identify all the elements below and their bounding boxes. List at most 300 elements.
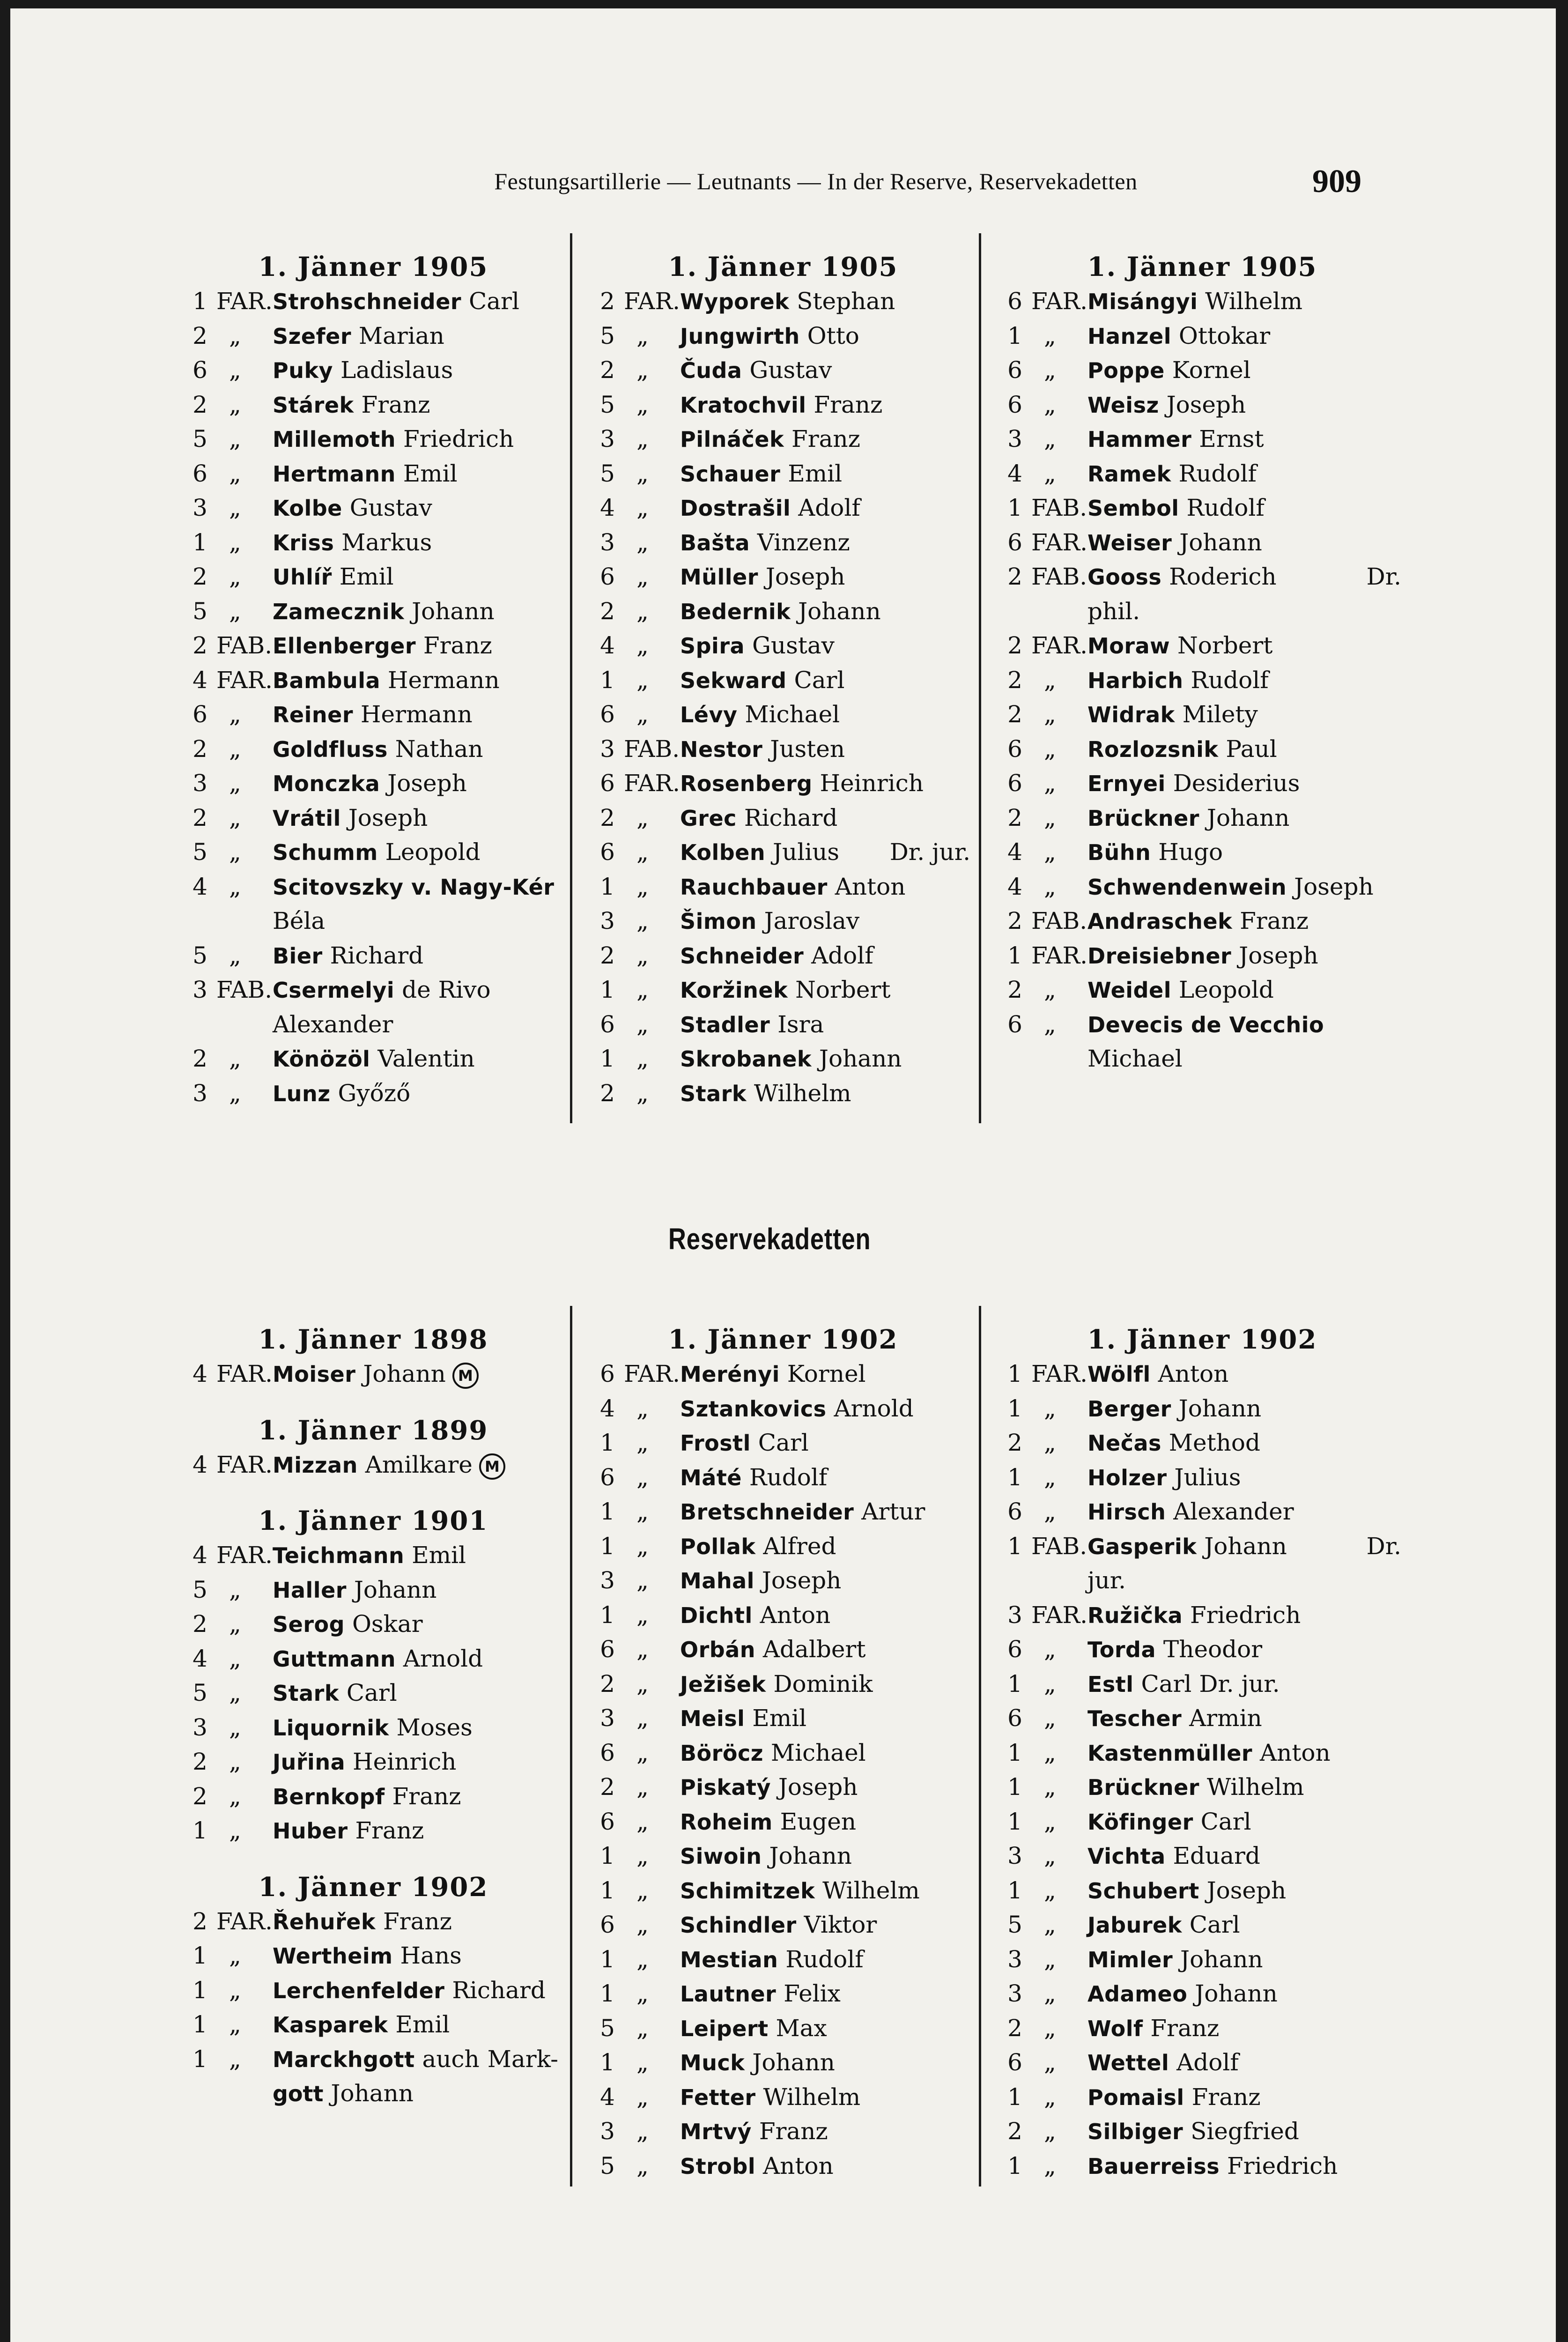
unit: „ bbox=[636, 322, 649, 349]
surname: Dichtl bbox=[680, 1602, 753, 1628]
cadets-column-1 bbox=[188, 1322, 558, 2111]
officer-entry bbox=[596, 594, 970, 629]
unit: „ bbox=[636, 838, 649, 866]
unit: „ bbox=[636, 804, 649, 831]
surname: Szefer bbox=[273, 323, 351, 349]
surname: Wölfl bbox=[1087, 1362, 1151, 1387]
surname: Strobl bbox=[680, 2153, 756, 2179]
officer-entry bbox=[1003, 1942, 1401, 1977]
unit: „ bbox=[229, 460, 241, 487]
officer-name: Goldfluss Nathan bbox=[273, 735, 483, 763]
regiment-number: 3 bbox=[600, 907, 615, 934]
officer-name: Bernkopf Franz bbox=[273, 1782, 461, 1810]
officer-name: Hammer Ernst bbox=[1087, 425, 1264, 452]
surname: Lerchenfelder bbox=[273, 1978, 445, 2003]
unit: „ bbox=[636, 941, 649, 969]
officer-entry bbox=[596, 388, 970, 422]
date-heading: 1. Jänner 1902 bbox=[668, 1324, 898, 1355]
regiment-number: 1 bbox=[192, 2045, 207, 2073]
regiment-number: 6 bbox=[1007, 288, 1022, 315]
officer-entry bbox=[1003, 1529, 1401, 1564]
surname: Fetter bbox=[680, 2084, 756, 2110]
unit: FAB. bbox=[1031, 1532, 1087, 1560]
unit: „ bbox=[636, 1773, 649, 1801]
officer-name bbox=[1087, 1008, 1324, 1043]
officer-entry bbox=[188, 319, 558, 354]
surname: Sembol bbox=[1087, 496, 1179, 521]
officer-name: Wertheim Hans bbox=[273, 1942, 462, 1969]
surname: Brückner bbox=[1087, 805, 1199, 831]
officer-name: Estl Carl Dr. jur. bbox=[1087, 1670, 1280, 1697]
officer-name: Pomaisl Franz bbox=[1087, 2083, 1261, 2111]
officer-name: Stark Wilhelm bbox=[680, 1079, 851, 1107]
unit: FAR. bbox=[216, 1360, 273, 1387]
unit: „ bbox=[636, 873, 649, 900]
unit: „ bbox=[229, 1942, 241, 1969]
officer-entry bbox=[1003, 1357, 1401, 1392]
unit: „ bbox=[636, 1842, 649, 1869]
unit: FAB. bbox=[1031, 907, 1087, 934]
surname: Mimler bbox=[1087, 1947, 1173, 1972]
officer-name: Řehuřek Franz bbox=[273, 1907, 452, 1935]
officer-entry bbox=[188, 1711, 558, 1745]
officer-name: Lautner Felix bbox=[680, 1980, 841, 2007]
officer-entry bbox=[596, 1908, 970, 1942]
regiment-number: 4 bbox=[600, 1394, 615, 1422]
surname: Tescher bbox=[1087, 1706, 1182, 1731]
surname: Merényi bbox=[680, 1362, 780, 1387]
unit: „ bbox=[229, 356, 241, 384]
officer-name: Wettel Adolf bbox=[1087, 2049, 1239, 2076]
officer-entry bbox=[188, 939, 558, 973]
officer-entry bbox=[596, 1942, 970, 1977]
unit: „ bbox=[636, 2049, 649, 2076]
regiment-number: 1 bbox=[600, 1980, 615, 2007]
surname: Šimon bbox=[680, 909, 757, 934]
unit: „ bbox=[229, 2011, 241, 2038]
officer-name bbox=[273, 870, 554, 905]
unit: FAB. bbox=[216, 632, 273, 659]
surname: Widrak bbox=[1087, 702, 1175, 727]
officer-name: Ježišek Dominik bbox=[680, 1670, 873, 1697]
officer-entry bbox=[188, 1905, 558, 1939]
surname: Lautner bbox=[680, 1981, 777, 2007]
surname: Devecis de Vecchio bbox=[1087, 1012, 1324, 1038]
cadets-column-3 bbox=[1003, 1322, 1401, 2183]
unit: „ bbox=[636, 1670, 649, 1697]
unit: FAR. bbox=[216, 1907, 273, 1935]
regiment-number: 6 bbox=[600, 838, 615, 866]
regiment-number: 3 bbox=[192, 1079, 207, 1107]
unit: „ bbox=[1044, 2152, 1056, 2179]
officer-name: Kolbe Gustav bbox=[273, 494, 432, 521]
officer-entry bbox=[188, 560, 558, 594]
unit: „ bbox=[229, 1576, 241, 1603]
regiment-number: 1 bbox=[600, 666, 615, 694]
title-suffix: Dr. bbox=[1366, 1532, 1401, 1560]
regiment-number: 4 bbox=[192, 1360, 207, 1387]
officer-name: Ramek Rudolf bbox=[1087, 460, 1257, 487]
officer-name: Tescher Armin bbox=[1087, 1705, 1262, 1732]
merit-mark-icon: M bbox=[452, 1363, 479, 1389]
surname: Csermelyi bbox=[273, 978, 395, 1003]
surname: Stark bbox=[680, 1081, 747, 1106]
officer-name: Dostrašil Adolf bbox=[680, 494, 860, 521]
surname: Lunz bbox=[273, 1081, 331, 1106]
unit: „ bbox=[1044, 1876, 1056, 1904]
officer-entry bbox=[1003, 939, 1401, 973]
officer-entry bbox=[188, 1076, 558, 1111]
officer-name: Ernyei Desiderius bbox=[1087, 770, 1300, 797]
officer-entry bbox=[1003, 1770, 1401, 1805]
officer-entry bbox=[188, 457, 558, 491]
regiment-number: 2 bbox=[192, 1782, 207, 1810]
unit: „ bbox=[636, 1601, 649, 1629]
officer-name: Schindler Viktor bbox=[680, 1911, 877, 1938]
entry-continuation-text: jur. bbox=[1087, 1567, 1126, 1594]
officer-name: Lerchenfelder Richard bbox=[273, 1976, 546, 2004]
surname: Puky bbox=[273, 358, 333, 383]
officer-entry bbox=[1003, 870, 1401, 904]
officer-name: Bühn Hugo bbox=[1087, 838, 1223, 866]
regiment-number: 2 bbox=[1007, 701, 1022, 728]
regiment-number: 1 bbox=[192, 1976, 207, 2004]
unit: „ bbox=[636, 1876, 649, 1904]
officer-entry bbox=[596, 1426, 970, 1460]
unit: „ bbox=[229, 1645, 241, 1672]
officer-name: Monczka Joseph bbox=[273, 770, 467, 797]
officer-entry bbox=[188, 284, 558, 319]
unit: FAB. bbox=[624, 735, 680, 763]
regiment-number: 2 bbox=[192, 391, 207, 418]
page-header bbox=[10, 163, 1556, 205]
officer-entry bbox=[596, 1495, 970, 1529]
regiment-number: 6 bbox=[600, 1010, 615, 1038]
regiment-number: 4 bbox=[192, 1645, 207, 1672]
regiment-number: 6 bbox=[1007, 391, 1022, 418]
regiment-number: 4 bbox=[192, 666, 207, 694]
regiment-number: 4 bbox=[600, 494, 615, 521]
unit: „ bbox=[229, 2045, 241, 2073]
regiment-number: 4 bbox=[192, 1451, 207, 1478]
unit: „ bbox=[1044, 1463, 1056, 1491]
officer-entry bbox=[596, 1460, 970, 1495]
regiment-number: 2 bbox=[192, 1907, 207, 1935]
surname: Pollak bbox=[680, 1534, 756, 1559]
officer-name: Lunz Győző bbox=[273, 1079, 411, 1107]
officer-entry bbox=[188, 1745, 558, 1779]
officer-name: Juřina Heinrich bbox=[273, 1748, 457, 1775]
unit: „ bbox=[229, 1748, 241, 1775]
officer-name: Rosenberg Heinrich bbox=[680, 770, 924, 797]
officer-entry bbox=[1003, 629, 1401, 663]
unit: „ bbox=[1044, 1498, 1056, 1525]
unit: „ bbox=[1044, 873, 1056, 900]
officer-name: Bambula Hermann bbox=[273, 666, 500, 694]
officer-entry bbox=[596, 835, 970, 870]
regiment-number: 6 bbox=[1007, 770, 1022, 797]
unit: „ bbox=[229, 1782, 241, 1810]
officer-entry bbox=[188, 1676, 558, 1711]
unit: „ bbox=[1044, 1911, 1056, 1938]
officer-name: Schubert Joseph bbox=[1087, 1876, 1287, 1904]
officer-entry bbox=[188, 1779, 558, 1814]
regiment-number: 2 bbox=[600, 1670, 615, 1697]
surname: Siwoin bbox=[680, 1844, 762, 1869]
surname: Nečas bbox=[1087, 1430, 1161, 1456]
unit: „ bbox=[636, 1079, 649, 1107]
officer-name: Fetter Wilhelm bbox=[680, 2083, 861, 2111]
officer-entry bbox=[1003, 1632, 1401, 1667]
surname: Brückner bbox=[1087, 1775, 1199, 1800]
surname: Ježišek bbox=[680, 1671, 766, 1697]
regiment-number: 6 bbox=[600, 1808, 615, 1835]
regiment-number: 1 bbox=[600, 1601, 615, 1629]
surname: Sekward bbox=[680, 667, 787, 693]
officer-name: Bretschneider Artur bbox=[680, 1498, 925, 1525]
unit: „ bbox=[1044, 1670, 1056, 1697]
surname: Wyporek bbox=[680, 289, 790, 314]
unit: „ bbox=[636, 1429, 649, 1456]
surname: Stadler bbox=[680, 1012, 770, 1038]
unit: „ bbox=[229, 563, 241, 590]
unit: „ bbox=[636, 1532, 649, 1560]
regiment-number: 4 bbox=[600, 2083, 615, 2111]
unit: FAR. bbox=[216, 1542, 273, 1569]
officer-name: Puky Ladislaus bbox=[273, 356, 453, 384]
officer-name: Leipert Max bbox=[680, 2014, 827, 2042]
officer-name: Brückner Johann bbox=[1087, 804, 1290, 831]
unit: „ bbox=[1044, 1010, 1056, 1038]
regiment-number: 3 bbox=[1007, 1945, 1022, 1973]
officer-entry bbox=[188, 1042, 558, 1076]
officer-name: Misángyi Wilhelm bbox=[1087, 288, 1302, 315]
unit: „ bbox=[1044, 1808, 1056, 1835]
regiment-number: 2 bbox=[192, 632, 207, 659]
unit: „ bbox=[229, 1713, 241, 1741]
unit: „ bbox=[636, 976, 649, 1003]
officer-name: Jungwirth Otto bbox=[680, 322, 859, 349]
officer-name: Mahal Joseph bbox=[680, 1567, 842, 1594]
regiment-number: 1 bbox=[600, 1498, 615, 1525]
officer-name: Weisz Joseph bbox=[1087, 391, 1246, 418]
officer-name: Rauchbauer Anton bbox=[680, 873, 906, 900]
officer-entry bbox=[188, 732, 558, 767]
regiment-number: 1 bbox=[1007, 1808, 1022, 1835]
officer-entry bbox=[596, 2114, 970, 2149]
regiment-number: 2 bbox=[1007, 804, 1022, 831]
surname: Dreisiebner bbox=[1087, 943, 1232, 969]
unit: „ bbox=[1044, 1945, 1056, 1973]
title-suffix: Mark- bbox=[487, 2045, 558, 2073]
unit: „ bbox=[229, 528, 241, 556]
regiment-number: 1 bbox=[1007, 941, 1022, 969]
surname: Jaburek bbox=[1087, 1912, 1182, 1938]
surname: Stark bbox=[273, 1681, 339, 1706]
officer-entry bbox=[188, 1538, 558, 1573]
officer-entry bbox=[1003, 1667, 1401, 1702]
regiment-number: 1 bbox=[1007, 1876, 1022, 1904]
officer-entry bbox=[188, 973, 558, 1008]
surname: Haller bbox=[273, 1577, 347, 1603]
surname: Liquornik bbox=[273, 1715, 389, 1741]
regiment-number: 1 bbox=[1007, 1773, 1022, 1801]
regiment-number: 3 bbox=[1007, 1842, 1022, 1869]
unit: „ bbox=[229, 1679, 241, 1706]
surname: Stárek bbox=[273, 392, 354, 418]
regiment-number: 6 bbox=[1007, 1498, 1022, 1525]
officer-name: Ružička Friedrich bbox=[1087, 1601, 1301, 1629]
officer-entry bbox=[596, 663, 970, 698]
surname: Böröcz bbox=[680, 1740, 763, 1766]
officer-entry bbox=[1003, 353, 1401, 388]
regiment-number: 2 bbox=[1007, 2118, 1022, 2145]
surname: Andraschek bbox=[1087, 909, 1233, 934]
unit: „ bbox=[1044, 1842, 1056, 1869]
officer-entry bbox=[596, 1839, 970, 1874]
running-title: Festungsartillerie — Leutnants — In der Reserve, Reservekadetten bbox=[494, 168, 1138, 194]
surname: Schimitzek bbox=[680, 1878, 815, 1904]
officer-entry bbox=[1003, 2011, 1401, 2046]
unit: „ bbox=[229, 494, 241, 521]
surname: Spira bbox=[680, 633, 745, 659]
surname: Bambula bbox=[273, 667, 381, 693]
officer-entry bbox=[1003, 663, 1401, 698]
date-heading: 1. Jänner 1905 bbox=[668, 252, 898, 282]
officer-name: Meisl Emil bbox=[680, 1705, 807, 1732]
regiment-number: 5 bbox=[600, 391, 615, 418]
regiment-number: 1 bbox=[1007, 322, 1022, 349]
page-number: 909 bbox=[1312, 163, 1361, 200]
column-rule bbox=[979, 1306, 981, 2186]
officer-name: Teichmann Emil bbox=[273, 1542, 466, 1569]
regiment-number: 4 bbox=[192, 873, 207, 900]
unit: „ bbox=[636, 1980, 649, 2007]
officer-entry bbox=[596, 1977, 970, 2011]
regiment-number: 6 bbox=[1007, 1010, 1022, 1038]
unit: „ bbox=[636, 391, 649, 418]
surname: Könözöl bbox=[273, 1046, 370, 1072]
unit: „ bbox=[636, 460, 649, 487]
column-rule bbox=[979, 233, 981, 1123]
regiment-number: 2 bbox=[192, 1045, 207, 1072]
officer-entry bbox=[596, 491, 970, 526]
regiment-number: 5 bbox=[192, 838, 207, 866]
officer-entry bbox=[596, 2149, 970, 2184]
officer-name: Bier Richard bbox=[273, 941, 424, 969]
surname: Schneider bbox=[680, 943, 804, 969]
regiment-number: 2 bbox=[600, 597, 615, 625]
regiment-number: 1 bbox=[1007, 1360, 1022, 1387]
surname: Hertmann bbox=[273, 461, 396, 487]
surname: Kolben bbox=[680, 840, 766, 865]
regiment-number: 6 bbox=[1007, 735, 1022, 763]
officer-entry bbox=[596, 526, 970, 560]
officer-entry bbox=[1003, 2114, 1401, 2149]
officer-name: Csermelyi de Rivo bbox=[273, 976, 491, 1003]
surname: Moiser bbox=[273, 1362, 356, 1387]
unit: „ bbox=[1044, 2083, 1056, 2111]
officer-entry bbox=[1003, 973, 1401, 1008]
officer-entry bbox=[1003, 284, 1401, 319]
unit: „ bbox=[1044, 1394, 1056, 1422]
officer-entry bbox=[596, 904, 970, 939]
regiment-number: 1 bbox=[192, 1942, 207, 1969]
officer-entry bbox=[188, 835, 558, 870]
surname: Jungwirth bbox=[680, 323, 800, 349]
officer-name: Berger Johann bbox=[1087, 1394, 1262, 1422]
officer-name: Vrátil Joseph bbox=[273, 804, 428, 831]
regiment-number: 6 bbox=[600, 701, 615, 728]
regiment-number: 1 bbox=[600, 1532, 615, 1560]
officer-entry bbox=[596, 319, 970, 354]
unit: „ bbox=[1044, 2049, 1056, 2076]
officer-name: Hanzel Ottokar bbox=[1087, 322, 1271, 349]
unit: „ bbox=[636, 1010, 649, 1038]
surname: Leipert bbox=[680, 2016, 769, 2041]
surname: Wertheim bbox=[273, 1943, 393, 1969]
officer-entry bbox=[1003, 1977, 1401, 2011]
unit: „ bbox=[636, 632, 649, 659]
entry-continuation-text: Michael bbox=[1087, 1045, 1183, 1072]
officer-entry bbox=[188, 2042, 558, 2077]
unit: „ bbox=[636, 2152, 649, 2179]
unit: „ bbox=[636, 1945, 649, 1973]
officer-entry bbox=[1003, 422, 1401, 457]
regiment-number: 2 bbox=[600, 356, 615, 384]
officer-entry bbox=[188, 594, 558, 629]
unit: FAR. bbox=[624, 1360, 680, 1387]
unit: „ bbox=[229, 1079, 241, 1107]
unit: „ bbox=[1044, 976, 1056, 1003]
regiment-number: 2 bbox=[192, 804, 207, 831]
unit: „ bbox=[1044, 770, 1056, 797]
regiment-number: 1 bbox=[600, 873, 615, 900]
officer-name: Weiser Johann bbox=[1087, 528, 1262, 556]
surname: Grec bbox=[680, 805, 737, 831]
surname: Ramek bbox=[1087, 461, 1171, 487]
column-rule bbox=[570, 233, 572, 1123]
officer-name: Wolf Franz bbox=[1087, 2014, 1220, 2042]
unit: „ bbox=[636, 356, 649, 384]
merit-mark-icon: M bbox=[479, 1453, 505, 1480]
officer-name: Haller Johann bbox=[273, 1576, 437, 1603]
officer-entry bbox=[1003, 1008, 1401, 1042]
officer-name: Strohschneider Carl bbox=[273, 288, 519, 315]
surname: Piskatý bbox=[680, 1775, 771, 1800]
regiment-number: 2 bbox=[192, 735, 207, 763]
surname: Schwendenwein bbox=[1087, 874, 1287, 900]
entry-continuation bbox=[188, 904, 558, 939]
surname: Reiner bbox=[273, 702, 354, 727]
unit: „ bbox=[636, 2083, 649, 2111]
officer-name: Andraschek Franz bbox=[1087, 907, 1309, 934]
unit: „ bbox=[1044, 1980, 1056, 2007]
officer-entry bbox=[596, 697, 970, 732]
unit: FAR. bbox=[1031, 1601, 1087, 1629]
regiment-number: 5 bbox=[600, 2152, 615, 2179]
officer-name: Bašta Vinzenz bbox=[680, 528, 850, 556]
regiment-number: 5 bbox=[1007, 1911, 1022, 1938]
officer-name: Bedernik Johann bbox=[680, 597, 881, 625]
surname: Bernkopf bbox=[273, 1784, 385, 1809]
regiment-number: 2 bbox=[192, 322, 207, 349]
regiment-number: 3 bbox=[600, 425, 615, 452]
regiment-number: 3 bbox=[600, 2118, 615, 2145]
officer-name: Skrobanek Johann bbox=[680, 1045, 902, 1072]
unit: „ bbox=[1044, 701, 1056, 728]
officer-name: Koržinek Norbert bbox=[680, 976, 891, 1003]
